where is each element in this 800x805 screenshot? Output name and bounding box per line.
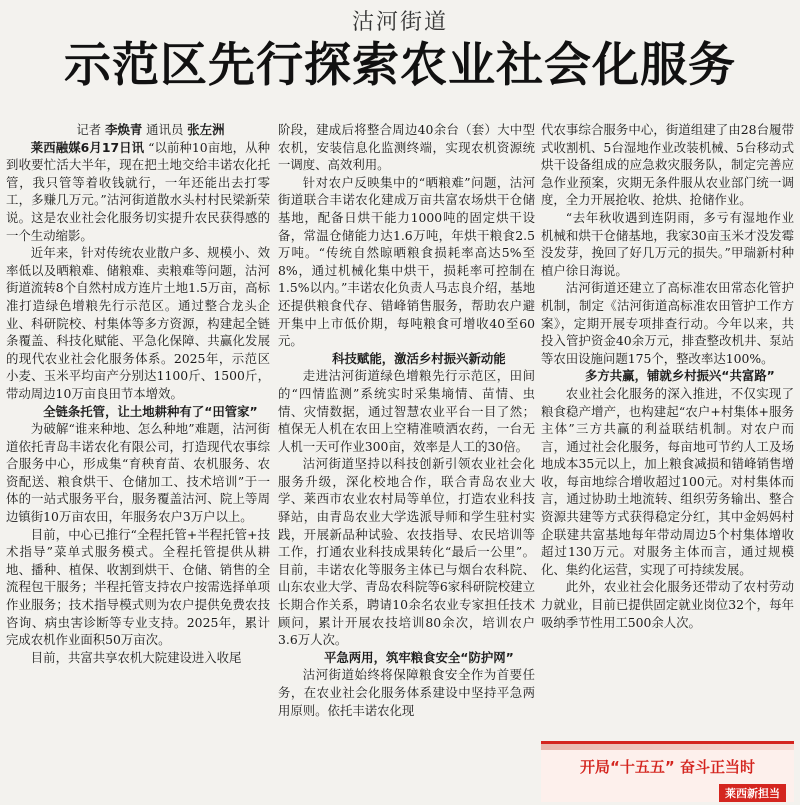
series-banner [541, 741, 794, 802]
kicker: 沽河街道 [351, 10, 448, 35]
byline-prefix-reporter: 记者 [76, 122, 106, 137]
paragraph: 为破解“谁来种地、怎么种地”难题，沽河街道依托青岛丰诺农化有限公司，打造现代农事综合服务中心，形成集“育秧育苗、农机服务、农资配送、粮食烘干、仓储加工、技术培训”于一体的一站式服务平台，服务覆盖沽河、院上等周边镇街10万亩农田，年服务农户3万户以上。 [6, 421, 270, 525]
paragraph: 沽河街道坚持以科技创新引领农业社会化服务升级，深化校地合作，联合青岛农业大学、莱西市农业农村局等单位，打造农业科技驿站，由青岛农业大学选派导师和学生驻村实践，开展新品种试验、农技指导、农民培训等工作，打通农业科技成果转化“最后一公里”。目前，丰诺农化等服务主体已与烟台农科院、山东农业大学、青岛农科院等6家科研院校建立长期合作关系，聘请10余名农业专家担任技术顾问，累计开展农技培训80余次，培训农户3.6万人次。 [278, 456, 535, 648]
subheading: 全链条托管，让土地耕种有了“田管家” [43, 403, 258, 419]
paragraph: 目前，中心已推行“全程托管+半程托管+技术指导”菜单式服务模式。全程托管提供从耕地、播种、植保、收割到烘干、仓储、销售的全流程包干服务；半程托管支持农户按需选择单项作业服务；技术指导模式则为农户提供免费农技咨询、病虫害诊断等专业支持。2025年，累计完成农机作业面积50万亩次。 [6, 526, 270, 648]
paragraph [6, 139, 270, 245]
paragraph: 针对农户反映集中的“晒粮难”问题，沽河街道联合丰诺农化建成万亩共富农场烘干仓储基地，配备日烘干能力1000吨的固定烘干设备，常温仓储能力达1.6万吨，年烘干粮食2.5万吨。“传统自然晾晒粮食损耗率高达5%至8%，通过机械化集中烘干，损耗率可控制在1.5%以内。”丰诺农化负责人马志良介绍，基地还提供粮食代存、错峰销售服务，帮助农户避开集中上市低价期，每吨粮食可增收40至60元。 [278, 174, 535, 349]
paragraph: 沽河街道还建立了高标准农田常态化管护机制，制定《沽河街道高标准农田管护工作方案》，定期开展专项排查行动。今年以来，共投入管护资金40余万元，排查整改机井、泵站等农田设施问题175个，整改率达100%。 [541, 280, 794, 366]
dateline: 莱西融媒6月17日讯 [30, 139, 145, 155]
paragraph: 代农事综合服务中心，街道组建了由28台履带式收割机、5台湿地作业改装机械、5台移动式烘干设备组成的应急救灾服务队，制定完善应急作业预案，灾期无条件服从农业部门统一调度，全力开展抢收、抢烘、抢储作业。 [541, 122, 794, 208]
paragraph: 此外，农业社会化服务还带动了农村劳动力就业，目前已提供固定就业岗位32个，每年吸纳季节性用工500余人次。 [541, 579, 794, 630]
paragraph: 农业社会化服务的深入推进，不仅实现了粮食稳产增产，也构建起“农户+村集体+服务主体”三方共赢的利益联结机制。对农户而言，通过社会化服务，每亩地可节约人工及场地成本35元以上，加上粮食减损和错峰销售增收，每亩地综合增收超过100元。对村集体而言，通过协助土地流转、组织劳务输出、整合资源共建等方式获得稳定分红，其中金妈妈村企联建共富基地每年带动周边5个村集体增收超过130万元。对服务主体而言，通过规模化、集约化运营，实现了可持续发展。 [541, 385, 794, 577]
subheading: 多方共赢，铺就乡村振兴“共富路” [585, 368, 775, 384]
headline: 示范区先行探索农业社会化服务 [64, 38, 736, 93]
byline-prefix-correspondent: 通讯员 [142, 122, 188, 137]
paragraph: 沽河街道始终将保障粮食安全作为首要任务，在农业社会化服务体系建设中坚持平急两用原则。依托丰诺农化现 [278, 667, 535, 718]
column-3 [541, 121, 794, 736]
column-1 [6, 121, 270, 805]
byline-correspondent: 张左洲 [187, 122, 225, 137]
paragraph: “去年秋收遇到连阴雨，多亏有湿地作业机械和烘干仓储基地，我家30亩玉米才没发霉没发芽，挽回了好几万元的损失。”甲瑞新村种植户徐日海说。 [541, 209, 794, 278]
subheading: 科技赋能，激活乡村振兴新动能 [332, 350, 506, 366]
paragraph: 目前，共富共享农机大院建设进入收尾 [30, 649, 242, 665]
paragraph-text: “以前种10亩地，从种到收要忙活大半年，现在把土地交给丰诺农化托管，我只管等着收钱就行，一年还能出去打零工，多赚几万元。”沽河街道散水头村村民梁新荣说。这是农业社会化服务切实提升农民获得感的一个生动缩影。 [6, 139, 270, 243]
banner-tag: 莱西新担当 [719, 784, 786, 802]
paragraph: 阶段，建成后将整合周边40余台（套）大中型农机，安装信息化监测终端，实现农机资源统一调度、高效利用。 [278, 122, 535, 173]
byline [6, 121, 270, 139]
banner-ribbon [541, 744, 794, 750]
subheading: 平急两用，筑牢粮食安全“防护网” [324, 649, 514, 665]
byline-reporter: 李焕青 [105, 122, 143, 137]
paragraph: 近年来，针对传统农业散户多、规模小、效率低以及晒粮难、储粮难、卖粮难等问题，沽河街道流转8个自然村成方连片土地1.5万亩，高标准打造绿色增粮先行示范区。通过整合龙头企业、科研院校、村集体等多方资源，构建起全链条覆盖、科技化赋能、平急化保障、共赢化发展的现代农业社会化服务体系。2025年，示范区小麦、玉米平均亩产分别达1100斤、1500斤，带动周边10万亩良田节本增效。 [6, 245, 270, 401]
column-2 [278, 121, 535, 805]
banner-title: 开局“十五五” 奋斗正当时 [580, 758, 755, 776]
paragraph: 走进沽河街道绿色增粮先行示范区，田间的“四情监测”系统实时采集墒情、苗情、虫情、灾情数据，通过智慧农业平台一目了然；植保无人机在农田上空精准喷洒农药，一台无人机一天可作业300亩，效率是人工的30倍。 [278, 368, 535, 454]
